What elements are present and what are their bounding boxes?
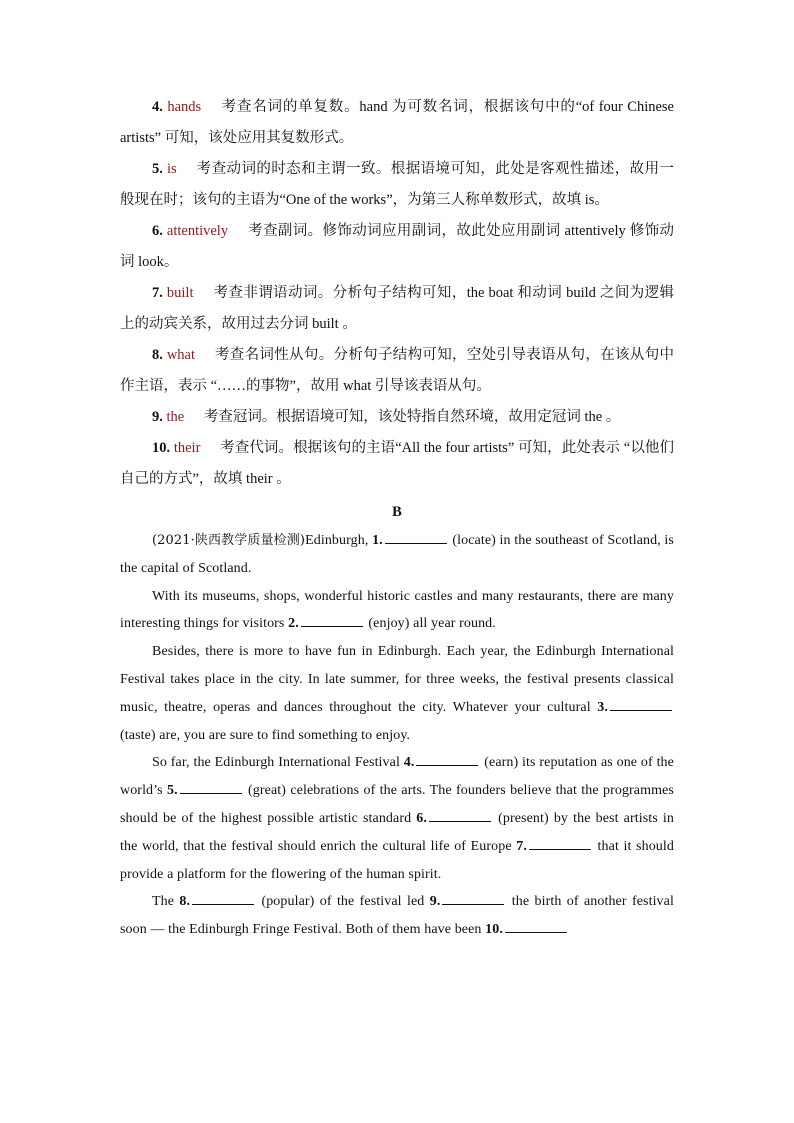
blank-line (429, 809, 491, 822)
blank-number: 3. (597, 699, 608, 715)
explanation: 考查非谓语动词。分析句子结构可知，the boat 和动词 build 之间为逻辑上的动宾关系，故用过去分词 built 。 (120, 285, 675, 332)
blank-number: 8. (179, 894, 191, 910)
source-note: (2021·陕西教学质量检测) (152, 533, 306, 548)
blank-number: 9. (429, 894, 441, 910)
explanation: 考查名词的单复数。hand 为可数名词，根据该句中的“of four Chinese artists” 可知，该处应用其复数形式。 (120, 99, 674, 146)
passage-text: (locate) in the southeast of Scotland, is the capital of Scotland. (120, 533, 674, 576)
answer-item-10 (120, 433, 674, 495)
passage-text: Besides, there is more to have fun in Edinburgh. Each year, the Edinburgh International Festival takes place in the city. In late summer, for three weeks, the festival presents classical music, theatre, operas and dances throughout the city. Whatever your cultural (120, 644, 674, 715)
blank-number: 7. (516, 838, 527, 854)
answer-word: the (166, 409, 185, 425)
passage-text: (present) by the best artists in the world, that the festival should enrich the cultural life of Europe (120, 810, 674, 854)
answer-word: attentively (166, 223, 229, 239)
passage-text: the birth of another festival soon — the Edinburgh Fringe Festival. Both of them have been (120, 894, 674, 938)
blank-number: 6. (416, 810, 427, 826)
passage-text: The (152, 894, 175, 910)
blank-number: 5. (167, 783, 178, 799)
blank-line (301, 614, 363, 627)
blank-line (385, 531, 447, 544)
blank-line (416, 753, 478, 766)
passage-paragraph-3 (120, 638, 674, 749)
passage-paragraph-4 (120, 749, 674, 888)
passage-text: So far, the Edinburgh International Festival (152, 755, 400, 771)
section-title: B (392, 504, 402, 520)
blank-number: 10. (485, 922, 503, 938)
answer-word: hands (167, 99, 202, 115)
blank-number: 2. (288, 616, 299, 632)
passage-text: (enjoy) all year round. (368, 616, 496, 632)
explanation: 考查动词的时态和主谓一致。根据语境可知，此处是客观性描述，故用一般现在时；该句的主语为“One of the works”，为第三人称单数形式，故填 is。 (120, 161, 675, 208)
explanation: 考查名词性从句。分析句子结构可知，空处引导表语从句，在该从句中作主语，表示 “……的事物”，故用 what 引导该表语从句。 (120, 347, 675, 394)
passage-text: (earn) its reputation as one of the world’s (120, 755, 674, 799)
answer-word: their (173, 440, 201, 456)
item-number: 4. (152, 99, 163, 115)
answer-item-8 (120, 340, 674, 402)
passage-paragraph-2 (120, 583, 674, 639)
passage-text: Edinburgh, (305, 533, 369, 548)
answer-item-6 (120, 216, 674, 278)
explanation: 考查副词。修饰动词应用副词，故此处应用副词 attentively 修饰动词 look。 (120, 223, 675, 270)
passage-paragraph-1 (120, 527, 674, 583)
passage-text: that it should provide a platform for the flowering of the human spirit. (120, 838, 674, 882)
passage-text: (taste) are, you are sure to find something to enjoy. (120, 727, 411, 743)
blank-number: 1. (372, 533, 383, 548)
explanation: 考查代词。根据该句的主语“All the four artists” 可知，此处表示 “以他们自己的方式”，故填 their 。 (120, 440, 675, 487)
item-number: 5. (152, 161, 163, 177)
answer-item-4 (120, 92, 674, 154)
item-number: 10. (152, 440, 171, 456)
explanation: 考查冠词。根据语境可知，该处特指自然环境，故用定冠词 the 。 (203, 409, 621, 425)
passage-text: (great) celebrations of the arts. The founders believe that the programmes should be of the highest possible artistic standard (120, 783, 674, 826)
answer-item-9 (120, 402, 674, 433)
item-number: 6. (152, 223, 163, 239)
answer-word: what (166, 347, 196, 363)
document-page (120, 92, 674, 944)
answer-word: built (166, 285, 194, 301)
blank-line (442, 892, 504, 905)
answer-word: is (166, 161, 177, 177)
blank-line (192, 892, 254, 905)
blank-line (529, 837, 591, 850)
blank-line (180, 781, 242, 794)
item-number: 9. (152, 409, 163, 425)
passage-text: With its museums, shops, wonderful historic castles and many restaurants, there are many interesting things for visitors (120, 588, 674, 632)
blank-number: 4. (403, 755, 415, 771)
blank-line (610, 698, 672, 711)
passage-text: (popular) of the festival led (261, 894, 425, 910)
item-number: 7. (152, 285, 163, 301)
item-number: 8. (152, 347, 163, 363)
passage-paragraph-5 (120, 888, 674, 944)
answer-item-7 (120, 278, 674, 340)
blank-line (505, 920, 567, 933)
answer-item-5 (120, 154, 674, 216)
